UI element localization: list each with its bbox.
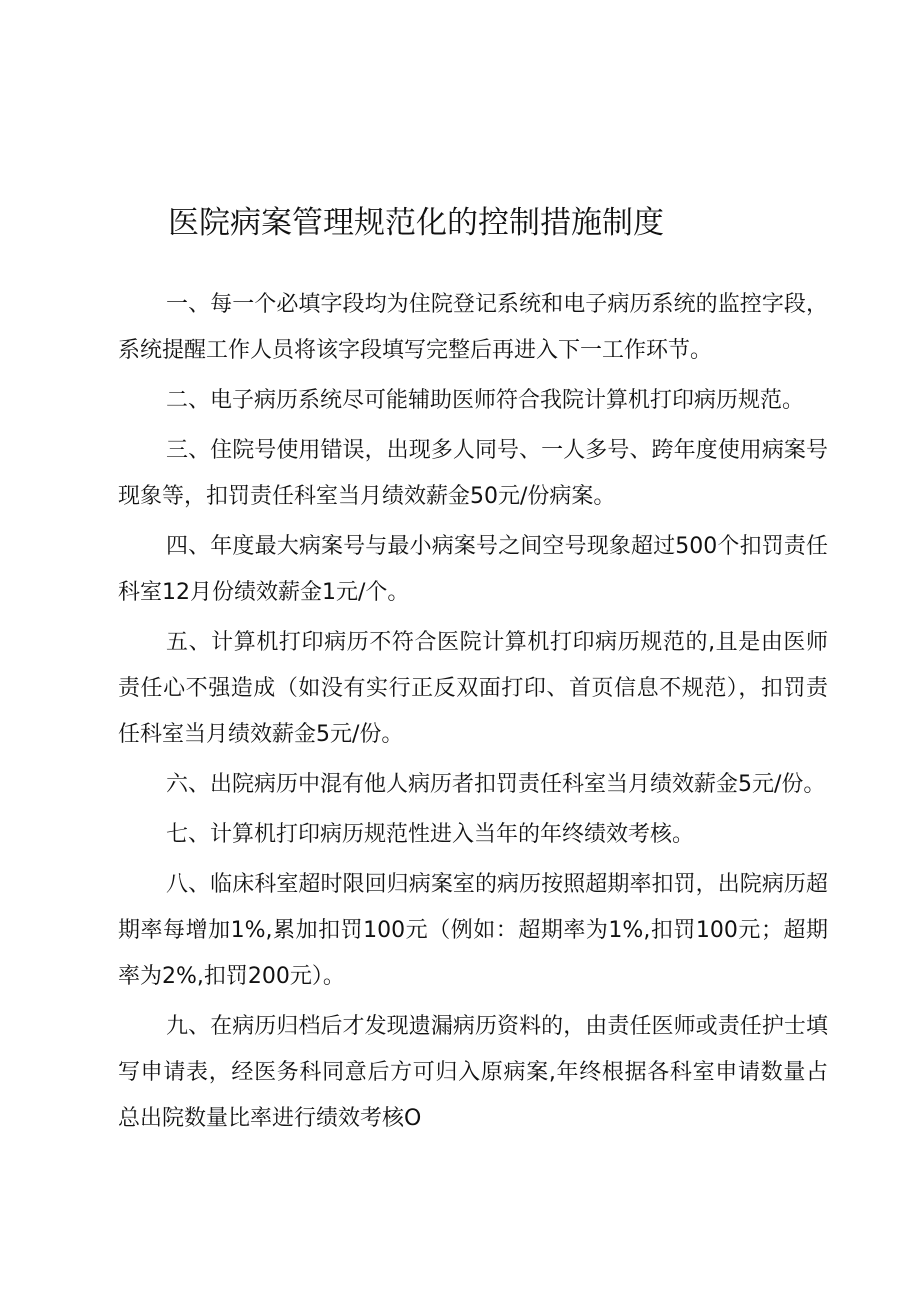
document-body	[118, 282, 828, 1146]
paragraph-2: 二、电子病历系统尽可能辅助医师符合我院计算机打印病历规范。	[166, 388, 805, 413]
paragraph-6: 六、出院病历中混有他人病历者扣罚责任科室当月绩效薪金5元/份。	[166, 772, 826, 797]
paragraph-4: 四、年度最大病案号与最小病案号之间空号现象超过500个扣罚责任科室12月份绩效薪金1元/个。	[118, 534, 828, 605]
paragraph-5: 五、计算机打印病历不符合医院计算机打印病历规范的,且是由医师责任心不强造成（如没有实行正反双面打印、首页信息不规范），扣罚责任科室当月绩效薪金5元/份。	[118, 630, 828, 747]
document-title: 医院病案管理规范化的控制措施制度	[168, 204, 664, 241]
paragraph-1: 一、每一个必填字段均为住院登记系统和电子病历系统的监控字段，系统提醒工作人员将该字段填写完整后再进入下一工作环节。	[118, 292, 828, 363]
paragraph-8: 八、临床科室超时限回归病案室的病历按照超期率扣罚，出院病历超期率每增加1%,累加扣罚100元（例如：超期率为1%,扣罚100元；超期率为2%,扣罚200元）。	[118, 872, 828, 989]
paragraph-3: 三、住院号使用错误，出现多人同号、一人多号、跨年度使用病案号现象等，扣罚责任科室当月绩效薪金50元/份病案。	[118, 438, 828, 509]
paragraph-7: 七、计算机打印病历规范性进入当年的年终绩效考核。	[166, 822, 695, 847]
paragraph-9: 九、在病历归档后才发现遗漏病历资料的，由责任医师或责任护士填写申请表，经医务科同意后方可归入原病案,年终根据各科室申请数量占总出院数量比率进行绩效考核O	[118, 1014, 828, 1131]
